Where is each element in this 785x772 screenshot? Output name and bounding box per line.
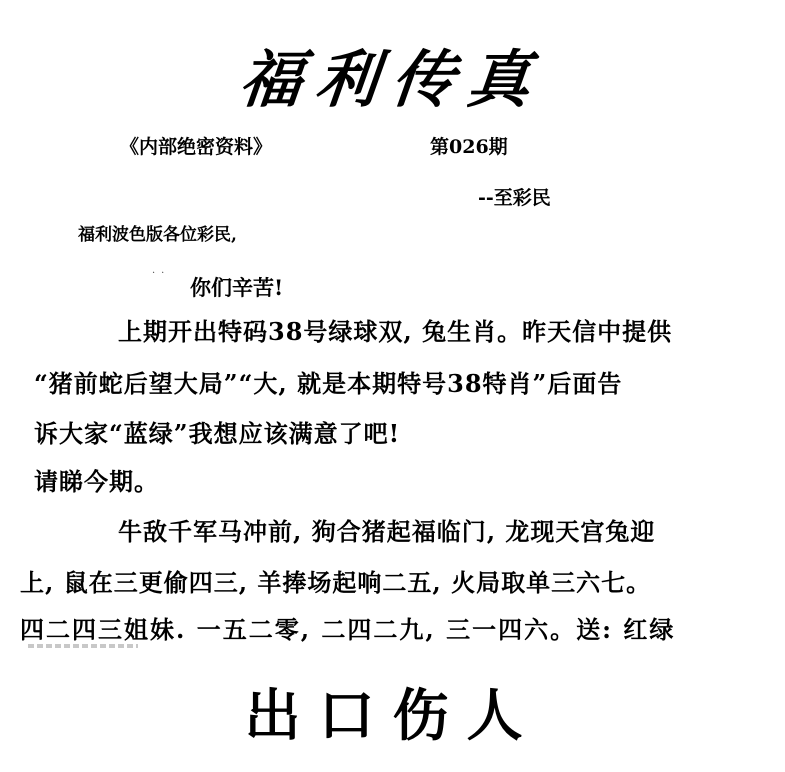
sender-line: --至彩民 xyxy=(478,187,551,209)
footer-title: 出口伤人 xyxy=(244,683,541,749)
document-subtitle: 《内部绝密资料》 xyxy=(120,136,273,158)
issue-number: 第026期 xyxy=(430,136,508,158)
body-line-5: 牛敌千军马冲前, 狗合猪起福临门, 龙现天宫兔迎 xyxy=(118,517,656,546)
body-line-4: 请睇今期。 xyxy=(34,467,159,496)
body-line-1: 上期开出特码38号绿球双, 兔生肖。昨天信中提供 xyxy=(118,317,673,346)
body-line-6: 上, 鼠在三更偷四三, 羊捧场起响二五, 火局取单三六七。 xyxy=(20,568,652,597)
faded-text-remnant xyxy=(28,644,138,648)
body-line-3: 诉大家“蓝绿”我想应该满意了吧! xyxy=(34,419,401,448)
page-title: 福利传真 xyxy=(236,43,548,116)
greeting: 你们辛苦! xyxy=(190,275,284,300)
salutation: 福利波色版各位彩民, xyxy=(78,225,237,245)
body-line-2: “猪前蛇后望大局”“大, 就是本期特号38特肖”后面告 xyxy=(34,369,623,398)
body-line-7: 四二四三姐妹. 一五二零, 二四二九, 三一四六。送: 红绿 xyxy=(20,615,676,644)
decorative-dots: ·· xyxy=(152,268,171,279)
